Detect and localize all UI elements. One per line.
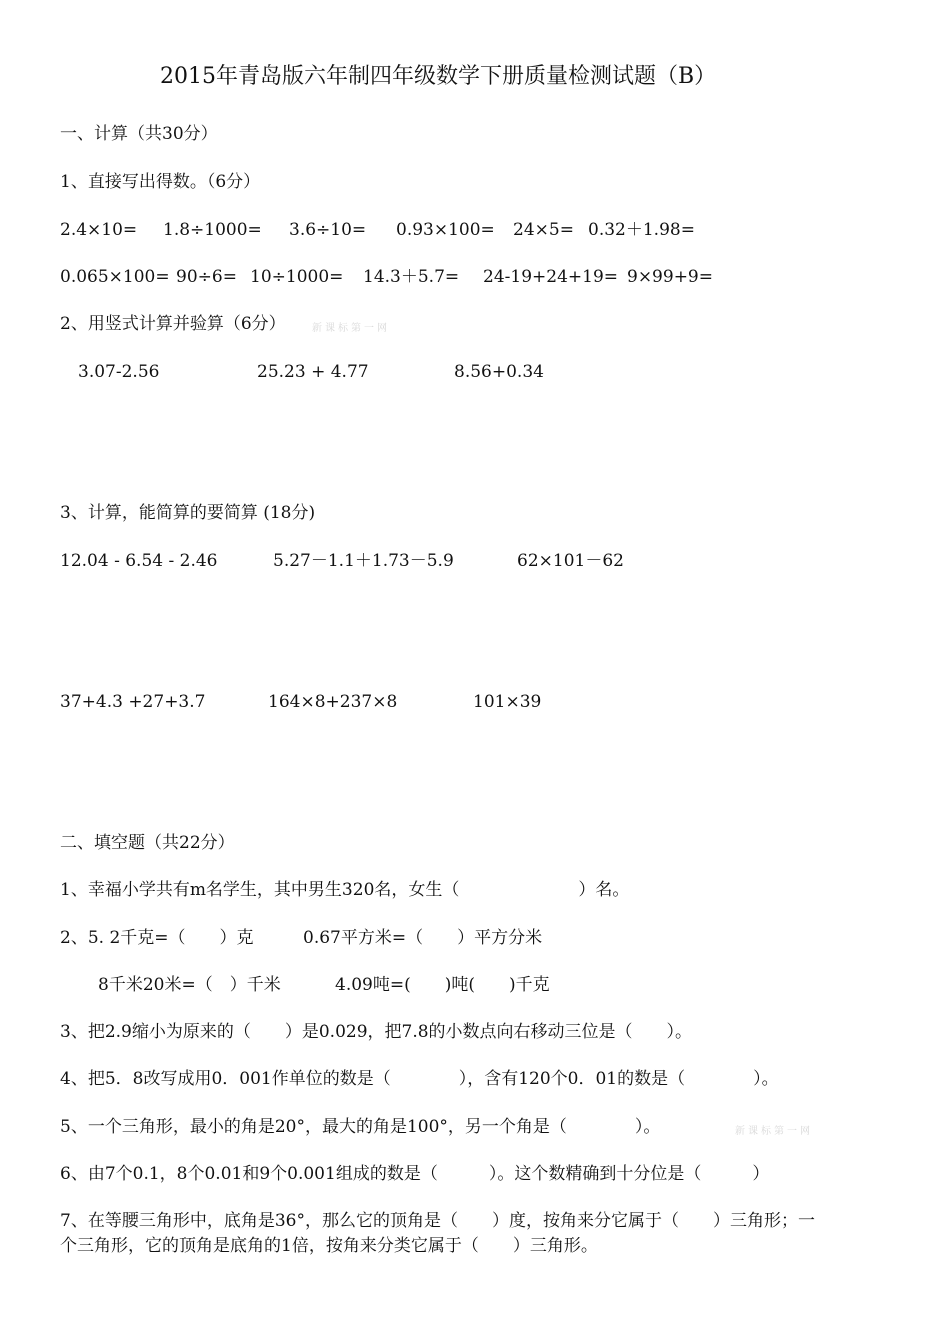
q1-item: 10÷1000= [250,267,344,287]
q1-item: 24-19+24+19= [483,267,619,287]
fill-q4: 4、把5．8改写成用0．001作单位的数是（ ），含有120个0．01的数是（ ）。 [60,1069,779,1089]
fill-q2d: 4.09吨=( )吨( )千克 [335,975,550,995]
fill-q1: 1、幸福小学共有m名学生，其中男生320名，女生（ ）名。 [60,880,630,900]
q1-label: 1、直接写出得数。（6分） [60,172,261,192]
q3-item: 164×8+237×8 [268,692,398,712]
q1-item: 3.6÷10= [289,220,367,240]
q3-item: 62×101－62 [517,551,624,571]
q3-label: 3、计算，能简算的要简算 (18分) [60,503,316,523]
fill-q3: 3、把2.9缩小为原来的（ ）是0.029，把7.8的小数点向右移动三位是（ ）。 [60,1022,693,1042]
q1-item: 24×5= [513,220,574,240]
section-2-heading: 二、填空题（共22分） [60,833,235,853]
q1-item: 90÷6= [176,267,237,287]
q1-item: 2.4×10= [60,220,138,240]
fill-q7-line1: 7、在等腰三角形中，底角是36°，那么它的顶角是（ ）度，按角来分它属于（ ）三角形；一 [60,1211,815,1231]
q2-item: 3.07-2.56 [78,362,160,382]
section-1-heading: 一、计算（共30分） [60,124,218,144]
q3-item: 12.04 - 6.54 - 2.46 [60,551,218,571]
q2-item: 8.56+0.34 [454,362,544,382]
page-title: 2015年青岛版六年制四年级数学下册质量检测试题（B） [160,64,717,89]
fill-q7-line2: 个三角形，它的顶角是底角的1倍，按角来分类它属于（ ）三角形。 [60,1236,598,1256]
q2-label: 2、用竖式计算并验算（6分） [60,314,286,334]
q1-item: 0.32＋1.98= [588,220,695,240]
q1-item: 0.93×100= [396,220,495,240]
q2-item: 25.23 + 4.77 [257,362,369,382]
q1-item: 0.065×100= [60,267,170,287]
fill-q6: 6、由7个0.1，8个0.01和9个0.001组成的数是（ ）。这个数精确到十分位是（ ） [60,1164,770,1184]
fill-q2a: 2、5. 2千克=（ ）克 [60,928,254,948]
fill-q2b: 0.67平方米=（ ）平方分米 [303,928,543,948]
fill-q2c: 8千米20米=（ ）千米 [98,975,281,995]
q3-item: 5.27－1.1＋1.73－5.9 [273,551,454,571]
watermark: 新课标第一网 [735,1126,813,1137]
q3-item: 101×39 [473,692,542,712]
fill-q5: 5、一个三角形，最小的角是20°，最大的角是100°，另一个角是（ ）。 [60,1117,661,1137]
watermark: 新课标第一网 [312,323,390,334]
q1-item: 14.3＋5.7= [363,267,460,287]
q1-item: 1.8÷1000= [163,220,262,240]
q3-item: 37+4.3 +27+3.7 [60,692,206,712]
q1-item: 9×99+9= [627,267,713,287]
